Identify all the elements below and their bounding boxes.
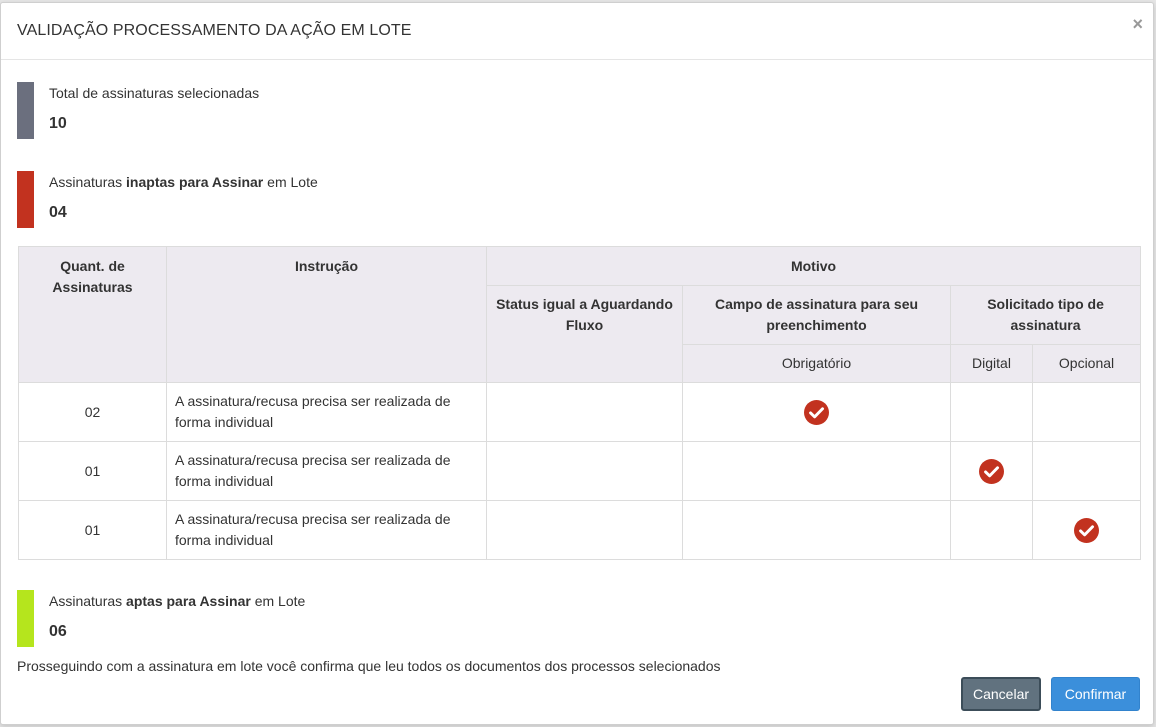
row-opcional xyxy=(1033,383,1141,442)
row-digital xyxy=(951,383,1033,442)
row-digital xyxy=(951,501,1033,560)
modal-header xyxy=(1,3,1153,60)
confirm-button[interactable]: Confirmar xyxy=(1051,677,1140,711)
row-status xyxy=(487,383,683,442)
header-digital: Digital xyxy=(951,345,1033,383)
header-motivo: Motivo xyxy=(487,247,1141,286)
table-row xyxy=(19,442,1141,501)
inaptas-label: Assinaturas inaptas para Assinar em Lote xyxy=(49,174,318,190)
header-campo: Campo de assinatura para seu preenchimento xyxy=(683,286,951,345)
aptas-value: 06 xyxy=(49,623,67,640)
table-row xyxy=(19,501,1141,560)
modal-title: VALIDAÇÃO PROCESSAMENTO DA AÇÃO EM LOTE xyxy=(17,22,412,39)
header-solicitado: Solicitado tipo de assinatura xyxy=(951,286,1141,345)
row-quantidade: 01 xyxy=(19,501,167,560)
header-obrigatorio: Obrigatório xyxy=(683,345,951,383)
total-selected-label: Total de assinaturas selecionadas xyxy=(49,85,260,101)
inaptas-color-bar xyxy=(17,171,34,228)
header-instrucao: Instrução xyxy=(167,247,487,383)
row-instrucao: A assinatura/recusa precisa ser realizada de forma individual xyxy=(167,501,487,560)
row-opcional xyxy=(1033,442,1141,501)
header-status: Status igual a Aguardando Fluxo xyxy=(487,286,683,383)
confirmation-notice: Prosseguindo com a assinatura em lote você confirma que leu todos os documentos dos processos selecionados xyxy=(17,658,721,674)
row-digital xyxy=(951,442,1033,501)
row-obrigatorio xyxy=(683,501,951,560)
table-row xyxy=(19,383,1141,442)
aptas-label: Assinaturas aptas para Assinar em Lote xyxy=(49,593,306,609)
row-obrigatorio xyxy=(683,442,951,501)
row-instrucao: A assinatura/recusa precisa ser realizada de forma individual xyxy=(167,383,487,442)
row-status xyxy=(487,501,683,560)
cancel-button[interactable]: Cancelar xyxy=(961,677,1041,711)
row-opcional xyxy=(1033,501,1141,560)
row-instrucao: A assinatura/recusa precisa ser realizada de forma individual xyxy=(167,442,487,501)
inaptas-table xyxy=(18,246,1141,560)
total-color-bar xyxy=(17,82,34,139)
check-circle-icon xyxy=(804,400,829,425)
aptas-color-bar xyxy=(17,590,34,647)
batch-validation-modal xyxy=(0,2,1154,725)
close-icon[interactable]: × xyxy=(1132,14,1143,34)
row-obrigatorio xyxy=(683,383,951,442)
check-circle-icon xyxy=(979,459,1004,484)
total-selected-value: 10 xyxy=(49,115,67,132)
header-opcional: Opcional xyxy=(1033,345,1141,383)
row-quantidade: 02 xyxy=(19,383,167,442)
header-quantidade: Quant. de Assinaturas xyxy=(19,247,167,383)
row-status xyxy=(487,442,683,501)
row-quantidade: 01 xyxy=(19,442,167,501)
check-circle-icon xyxy=(1074,518,1099,543)
inaptas-value: 04 xyxy=(49,204,67,221)
